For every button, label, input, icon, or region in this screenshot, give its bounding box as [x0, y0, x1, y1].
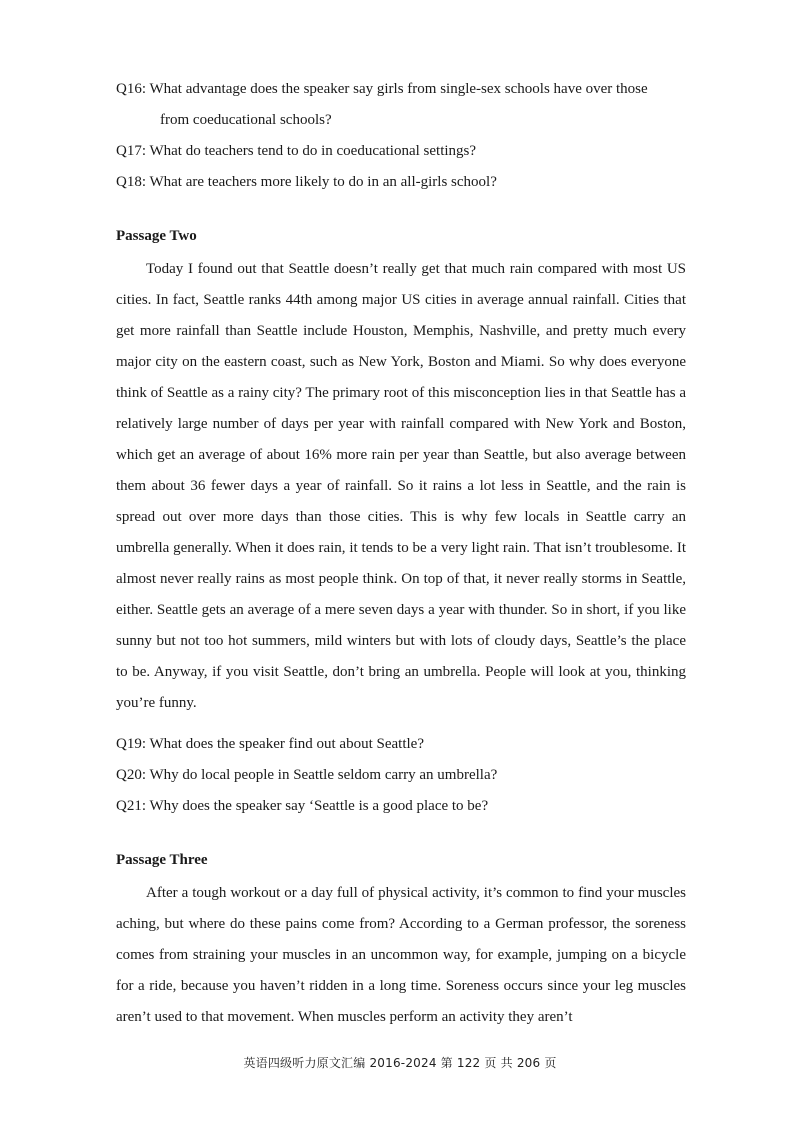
question-number: Q16:	[116, 81, 146, 97]
passage2-questions	[116, 729, 686, 822]
question-21	[116, 791, 686, 822]
passage-three-body: After a tough workout or a day full of physical activity, it’s common to find your muscles aching, but where do these pains come from? According to a German professor, the soreness comes from straining your muscles in an uncommon way, for example, jumping on a bicycle for a ride, because you haven’t ridden in a long time. Soreness occurs since your leg muscles aren’t used to that movement. When muscles perform an activity they aren’t	[116, 885, 686, 1025]
question-17	[116, 136, 686, 167]
question-19	[116, 729, 686, 760]
question-number: Q17:	[116, 143, 146, 159]
passage-two-heading: Passage Two	[116, 228, 197, 244]
passage-two-body: Today I found out that Seattle doesn’t really get that much rain compared with most US cities. In fact, Seattle ranks 44th among major US cities in average annual rainfall. Cities that get more rainfall than Seattle include Houston, Memphis, Nashville, and pretty much every major city on the eastern coast, such as New York, Boston and Miami. So why does everyone think of Seattle as a rainy city? The primary root of this misconception lies in that Seattle has a relatively large number of days per year with rainfall compared with New York and Boston, which get an average of about 16% more rain per year than Seattle, but also average between them about 36 fewer days a year of rainfall. So it rains a lot less in Seattle, and the rain is spread out over more days than those cities. This is why few locals in Seattle carry an umbrella generally. When it does rain, it tends to be a very light rain. That isn’t troublesome. It almost never really rains as most people think. On top of that, it never really storms in Seattle, either. Seattle gets an average of a mere seven days a year with thunder. So in short, if you like sunny but not too hot summers, mild winters but with lots of cloudy days, Seattle’s the place to be. Anyway, if you visit Seattle, don’t bring an umbrella. People will look at you, thinking you’re funny.	[116, 261, 686, 711]
question-text: What advantage does the speaker say girls from single-sex schools have over those	[149, 81, 648, 97]
question-text: What does the speaker find out about Seattle?	[149, 736, 424, 752]
question-18	[116, 167, 686, 198]
question-number: Q20:	[116, 767, 146, 783]
question-number: Q21:	[116, 798, 146, 814]
question-text: Why does the speaker say ‘Seattle is a good place to be?	[149, 798, 489, 814]
question-text-continued: from coeducational schools?	[160, 112, 332, 128]
passage-three-heading: Passage Three	[116, 852, 208, 868]
question-text: What do teachers tend to do in coeducational settings?	[149, 143, 477, 159]
page-footer: 英语四级听力原文汇编 2016-2024 第 122 页 共 206 页	[243, 1056, 557, 1070]
question-16	[116, 74, 686, 136]
question-number: Q18:	[116, 174, 146, 190]
question-text: Why do local people in Seattle seldom carry an umbrella?	[149, 767, 498, 783]
question-20	[116, 760, 686, 791]
passage1-questions	[116, 74, 686, 198]
question-number: Q19:	[116, 736, 146, 752]
question-text: What are teachers more likely to do in an all-girls school?	[149, 174, 497, 190]
document-page	[116, 74, 686, 1033]
